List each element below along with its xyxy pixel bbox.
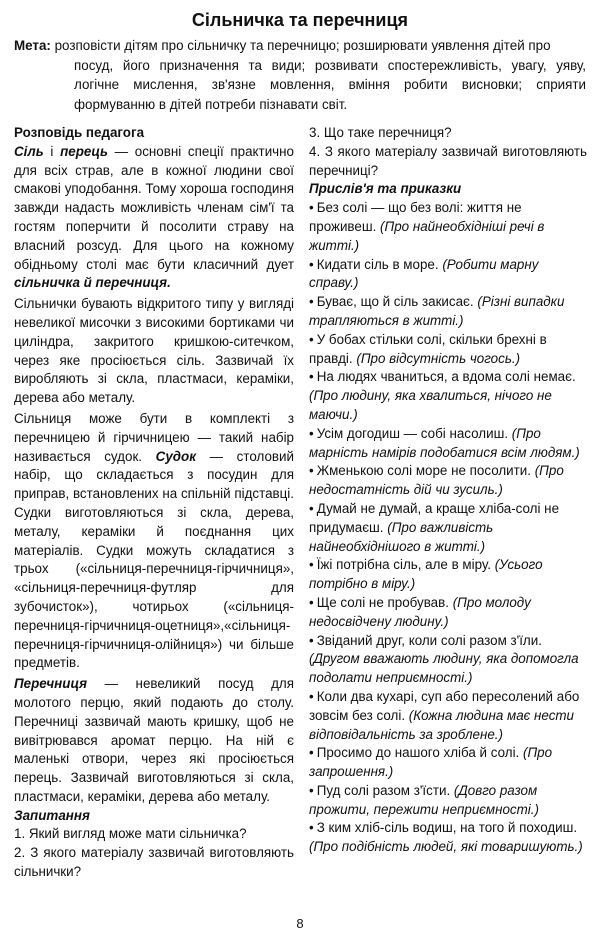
story-paragraph-2: Сільнички бувають відкритого типу у вигляді невеликої мисочки з високими бортиками чи циліндра, закритого кришкою-ситечком, через яке просіюється сіль. Зазвичай їх виробляють зі скла, пластмаси, кераміки, дерева або металу.: [14, 296, 294, 406]
proverb-text: Пуд солі разом з'їсти.: [316, 782, 451, 798]
proverb-text: Буває, що й сіль закисає.: [316, 294, 474, 310]
story-paragraph-1: Сіль і перець — основні спеції практично для всіх страв, але в кожної людини свої смакові уподобання. Тому хороша господиня завжди надасть можливість членам сім'ї та гостям поперчити й посолити страву на власний розсуд. Для цього на кожному обідньому столі має бути класичний дует сільничка й перечниця.: [14, 143, 294, 291]
proverb-item: [309, 293, 587, 331]
proverb-item: [309, 782, 587, 820]
story-paragraph-4: Перечниця — невеликий посуд для молотого перцю, який подають до столу. Перечниці зазвичай мають кришку, щоб не вивітрювався аромат перцю. На ній є маленькі отвори, через які просіюється перець. Зазвичай виготовляються зі скла, пластмаси, кераміки, дерева або металу.: [14, 676, 294, 804]
bullet-icon: •: [309, 820, 314, 836]
lesson-goal: [14, 36, 586, 114]
page-title: Сільничка та перечниця: [191, 10, 409, 30]
proverb-text: З ким хліб-сіль водиш, на того й походиш.: [316, 820, 578, 836]
proverb-meaning: (Про важливість найнеобхіднішого в житті.): [309, 519, 494, 554]
proverb-item: [309, 819, 587, 857]
proverb-item: [309, 594, 587, 632]
bullet-icon: •: [309, 463, 314, 479]
proverb-meaning: (Різні випадки трапляються в житті.): [309, 294, 565, 328]
term-sudok: Судок: [155, 448, 197, 464]
proverb-text: Просимо до нашого хліба й солі.: [316, 745, 520, 761]
left-column: [14, 124, 294, 882]
question-item: 2. З якого матеріалу зазвичай виготовляють сільнички?: [14, 845, 294, 880]
page-number: 8: [296, 916, 304, 931]
proverb-text: Ще солі не пробував.: [316, 594, 449, 610]
proverb-text: Кидати сіль в море.: [316, 256, 439, 272]
proverb-text: Коли два кухарі, суп або пересолений або зовсім без солі.: [309, 688, 580, 723]
bullet-icon: •: [309, 256, 314, 272]
proverb-meaning: (Про молоду недосвідчену людину.): [309, 594, 531, 629]
proverb-text: Жменькою солі море не посолити.: [316, 463, 531, 479]
bullet-icon: •: [309, 557, 314, 573]
proverb-meaning: (Про людину, яка хвалиться, нічого не маючи.): [309, 388, 552, 422]
proverb-item: [309, 256, 587, 294]
question-item: 4. З якого матеріалу зазвичай виготовляють перечниці?: [309, 143, 587, 178]
goal-label: Мета:: [14, 38, 51, 53]
proverb-item: [309, 368, 587, 424]
proverb-text: Думай не думай, а краще хліба-солі не придумаєш.: [309, 500, 560, 535]
bullet-icon: •: [309, 369, 314, 385]
proverb-item: [309, 425, 587, 463]
term-duet: сільничка й перечниця.: [14, 275, 171, 291]
proverbs-list: [309, 199, 587, 857]
proverb-text: У бобах стільки солі, скільки брехні в правді.: [309, 331, 547, 366]
term-salt: Сіль: [14, 143, 44, 159]
proverb-meaning: (Другом вважають людину, яка допомогла подолати неприємності.): [309, 651, 579, 686]
proverb-meaning: (Про запрошення.): [309, 745, 553, 780]
proverb-item: [309, 556, 587, 594]
bullet-icon: •: [309, 594, 314, 610]
term-pepper-pot: Перечниця: [14, 676, 87, 692]
bullet-icon: •: [309, 200, 314, 216]
bullet-icon: •: [309, 745, 314, 761]
questions-heading: Запитання: [14, 807, 90, 823]
bullet-icon: •: [309, 425, 314, 441]
proverb-meaning: (Про подібність людей, які товаришують.): [309, 839, 583, 855]
goal-text-rest: посуд, його призначення та види; розвивати спостережливість, увагу, уяву, логічне мислення, зв'язне мовлення, вміння робити висновки; сприяти формуванню в дітей потреби пізнавати світ.: [74, 57, 586, 112]
proverb-text: Усім догодиш — собі насолиш.: [316, 425, 509, 441]
question-item: 1. Який вигляд може мати сільничка?: [14, 826, 247, 842]
bullet-icon: •: [309, 782, 314, 798]
proverb-item: [309, 462, 587, 500]
question-item: 3. Що таке перечниця?: [309, 125, 452, 140]
bullet-icon: •: [309, 294, 314, 310]
bullet-icon: •: [309, 331, 314, 347]
story-paragraph-3: Сільниця може бути в комплекті з перечницею й гірчичницею — такий набір називається судок. Судок — столовий набір, що складається з посудин для приправ, встановлених на спільній підставці. Судки виготовляються зі скла, дерева, металу, кераміки й поєднання цих матеріалів. Судки можуть складатися з трьох («сільниця-перечниця-гірчичниця», «сільниця-перечниця-футляр для зубочисток»), чотирьох («сільниця-перечниця-гірчичниця-оцетниця»,«сільниця-перечниця-гірчичниця-олійниця») чи більше предметів.: [14, 410, 294, 671]
proverb-meaning: (Про відсутність чогось.): [356, 350, 521, 366]
proverbs-heading: Прислів'я та приказки: [309, 181, 462, 197]
goal-text-first: розповісти дітям про сільничку та перечницю; розширювати уявлення дітей про: [50, 38, 551, 53]
proverb-meaning: (Кожна людина має нести відповідальність за зроблене.): [309, 707, 574, 742]
right-column: [309, 124, 587, 857]
proverb-text: Їжі потрібна сіль, але в міру.: [316, 557, 491, 573]
proverb-text: Звіданий друг, коли солі разом з'їли.: [316, 632, 542, 648]
bullet-icon: •: [309, 500, 314, 516]
proverb-meaning: (Довго разом прожити, пережити неприємності.): [309, 782, 539, 817]
proverb-item: [309, 199, 587, 255]
story-heading: Розповідь педагога: [14, 125, 145, 140]
proverb-meaning: (Про найнеобхідніші речі в житті.): [309, 218, 545, 253]
proverb-meaning: (Усього потрібно в міру.): [309, 557, 543, 592]
proverb-item: [309, 688, 587, 744]
proverb-meaning: (Про марність намірів подобатися всім людям.): [309, 425, 580, 460]
proverb-meaning: (Про недостатність дій чи зусиль.): [309, 463, 564, 498]
proverb-item: [309, 632, 587, 688]
term-pepper: перець: [60, 143, 108, 159]
proverb-item: [309, 500, 587, 556]
proverb-item: [309, 744, 587, 782]
bullet-icon: •: [309, 688, 314, 704]
proverb-text: На людях чваниться, а вдома солі немає.: [316, 369, 576, 385]
proverb-meaning: (Робити марну справу.): [309, 256, 539, 291]
proverb-item: [309, 331, 587, 369]
proverb-text: Без солі — що без волі: життя не проживеш.: [309, 200, 522, 234]
bullet-icon: •: [309, 632, 314, 648]
